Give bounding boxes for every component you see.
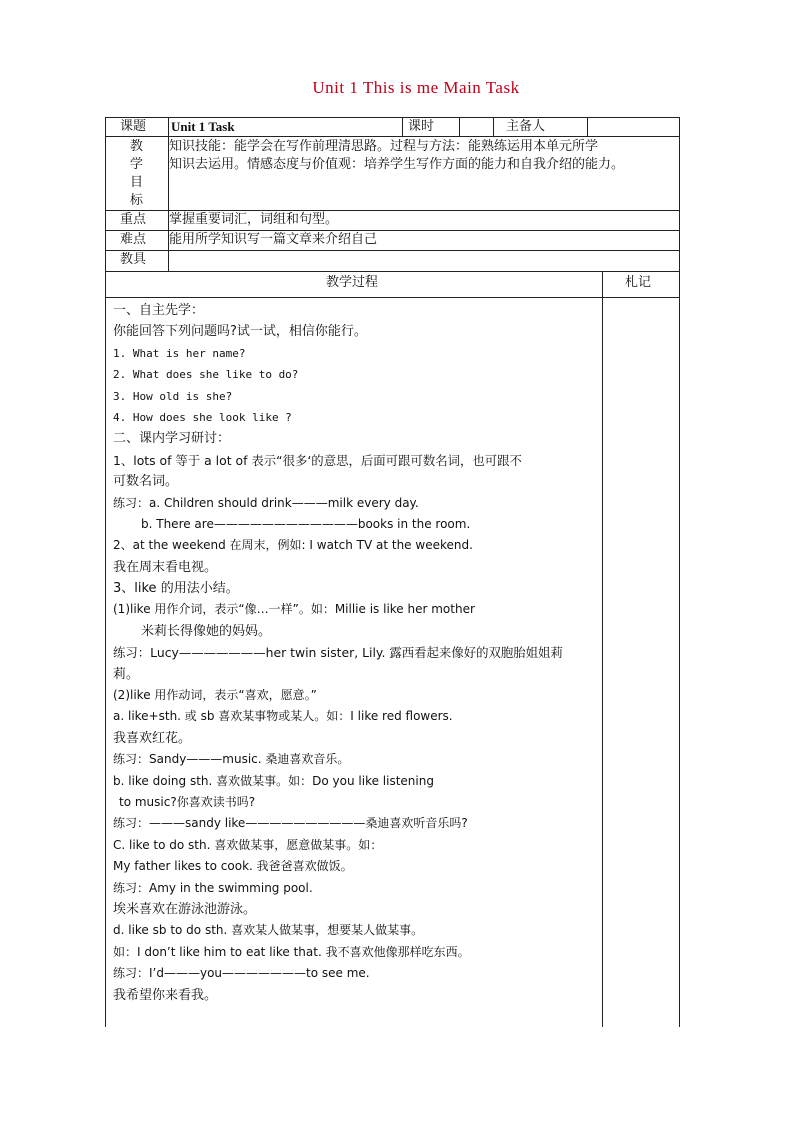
- table-line: [105, 250, 680, 251]
- objectives-label-char: 标: [130, 193, 144, 208]
- body-line: 4. How does she look like ?: [113, 410, 292, 424]
- body-line: 莉。: [113, 666, 140, 682]
- body-line: to music?你喜欢读书吗?: [119, 794, 256, 809]
- body-line: 练习：Amy in the swimming pool.: [113, 880, 313, 895]
- objectives-label-char: 教: [130, 139, 144, 154]
- body-line: 1、lots of 等于 a lot of 表示“很多‘的意思，后面可跟可数名词，也可跟不: [113, 452, 522, 468]
- table-line: [105, 297, 680, 298]
- difficulties-text: 能用所学知识写一篇文章来介绍自己: [169, 232, 378, 247]
- materials-label: 教具: [120, 252, 147, 267]
- body-line: 3、like 的用法小结。: [113, 581, 239, 597]
- table-line: [105, 271, 680, 272]
- body-line: 我希望你来看我。: [113, 987, 218, 1003]
- period-label: 课时: [408, 119, 435, 134]
- process-header: 教学过程: [326, 275, 379, 290]
- key-points-label: 重点: [120, 212, 147, 227]
- table-line: [587, 117, 588, 136]
- body-line: 1. What is her name?: [113, 346, 246, 360]
- preparer-label: 主备人: [506, 119, 546, 134]
- body-line: b. There are————————————books in the room.: [141, 516, 471, 531]
- body-line: 如：I don’t like him to eat like that. 我不喜欢他像那样吃东西。: [113, 944, 470, 959]
- body-line: d. like sb to do sth. 喜欢某人做某事，想要某人做某事。: [113, 923, 424, 938]
- body-line: 埃米喜欢在游泳池游泳。: [113, 901, 257, 917]
- body-line: 练习：Sandy———music. 桑迪喜欢音乐。: [113, 752, 350, 767]
- body-line: 我喜欢红花。: [113, 730, 192, 746]
- body-line: 练习：Lucy———————her twin sister, Lily. 露西看起来像好的双胞胎姐姐莉: [113, 645, 563, 661]
- objectives-label-char: 学: [130, 157, 144, 172]
- difficulties-label: 难点: [120, 232, 147, 247]
- body-line: 我在周末看电视。: [113, 559, 218, 575]
- body-line: 练习：I’d———you———————to see me.: [113, 966, 370, 981]
- table-line: [105, 136, 680, 137]
- body-line: a. like+sth. 或 sb 喜欢某事物或某人。如：I like red flowers.: [113, 709, 453, 724]
- key-points-text: 掌握重要词汇，词组和句型。: [169, 212, 339, 227]
- body-line: (1)like 用作介词，表示“像…一样”。如：Millie is like her mother: [113, 602, 475, 617]
- body-line: 米莉长得像她的妈妈。: [141, 623, 272, 639]
- body-line: 你能回答下列问题吗?试一试，相信你能行。: [113, 324, 367, 340]
- body-line: b. like doing sth. 喜欢做某事。如：Do you like listening: [113, 773, 434, 788]
- body-line: 3. How old is she?: [113, 389, 233, 403]
- body-line: 2. What does she like to do?: [113, 368, 299, 382]
- objectives-line: 知识技能：能学会在写作前理清思路。过程与方法：能熟练运用本单元所学: [169, 139, 599, 154]
- body-line: (2)like 用作动词，表示“喜欢，愿意。”: [113, 688, 317, 703]
- objectives-line: 知识去运用。情感态度与价值观：培养学生写作方面的能力和自我介绍的能力。: [169, 157, 625, 172]
- table-line: [402, 117, 403, 136]
- teaching-process-body: [113, 300, 601, 1006]
- body-line: C. like to do sth. 喜欢做某事，愿意做某事。如：: [113, 837, 383, 852]
- table-line: [679, 117, 680, 1027]
- objectives-label-char: 目: [130, 175, 144, 190]
- table-line: [105, 117, 106, 1027]
- body-line: My father likes to cook. 我爸爸喜欢做饭。: [113, 859, 353, 874]
- body-line: 2、at the weekend 在周末，例如: I watch TV at the weekend.: [113, 538, 473, 553]
- table-line: [459, 117, 460, 136]
- body-line: 一、自主先学：: [113, 303, 205, 318]
- body-line: 二、课内学习研讨：: [113, 431, 231, 447]
- subject-value: Unit 1 Task: [171, 119, 235, 134]
- notes-header: 札记: [625, 275, 652, 290]
- body-line: 可数名词。: [113, 474, 179, 490]
- subject-label: 课题: [120, 119, 147, 134]
- table-line: [602, 271, 603, 1027]
- table-line: [493, 117, 494, 136]
- document-title: Unit 1 This is me Main Task: [312, 78, 520, 97]
- body-line: 练习：a. Children should drink———milk every day.: [113, 495, 419, 510]
- body-line: 练习：———sandy like——————————桑迪喜欢听音乐吗?: [113, 816, 468, 831]
